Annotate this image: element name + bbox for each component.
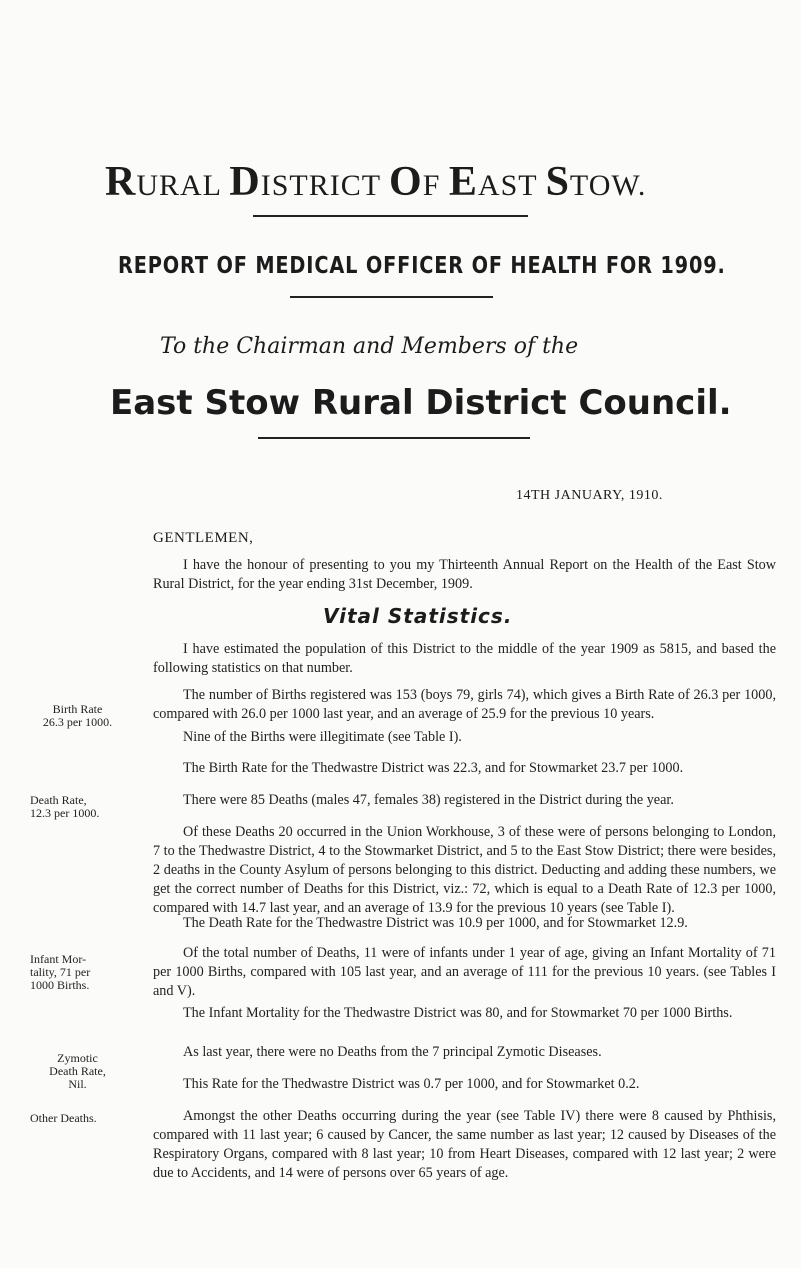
margin-note-line: Birth Rate [52,702,103,716]
margin-note-line: 1000 Births. [30,978,90,992]
birth-rate-comparison: The Birth Rate for the Thedwastre District was 22.3, and for Stowmarket 23.7 per 1000. [183,760,684,776]
margin-note-line: Other Deaths. [30,1111,97,1125]
other-deaths-paragraph: Amongst the other Deaths occurring during the year (see Table IV) there were 8 caused by Phthisis, compared with 11 last year; 6 caused by Cancer, the same number as last year; 12 caused by Diseases of the Respiratory Organs, compared with 8 last year; 10 from Heart Diseases, compared with 12 last year; 2 were due to Accidents, and 14 were of persons over 65 years of age. [153,1108,776,1181]
illegitimate-paragraph: Nine of the Births were illegitimate (see Table I). [183,729,462,745]
district-title: RURAL DISTRICT OF EAST STOW. [105,159,647,205]
zymotic-comparison: This Rate for the Thedwastre District was 0.7 per 1000, and for Stowmarket 0.2. [183,1076,640,1092]
intro-paragraph: I have the honour of presenting to you my Thirteenth Annual Report on the Health of the East Stow Rural District, for the year ending 31st December, 1909. [153,557,776,592]
margin-note-line: 12.3 per 1000. [30,806,100,820]
margin-note-other-deaths [30,1112,125,1125]
title-divider [253,215,528,217]
margin-note-infant-mortality [30,953,125,992]
deaths-paragraph: There were 85 Deaths (males 47, females 38) registered in the District during the year. [183,792,674,808]
death-rate-comparison: The Death Rate for the Thedwastre District was 10.9 per 1000, and for Stowmarket 12.9. [183,915,688,931]
section-heading-vital-statistics: Vital Statistics. [323,604,513,628]
margin-note-zymotic [30,1052,125,1091]
deaths-detail-paragraph: Of these Deaths 20 occurred in the Union Workhouse, 3 of these were of persons belonging to London, 7 to the Thedwastre District, 4 to the Stowmarket District, and 5 to the East Stow District; there were besides, 2 deaths in the County Asylum of persons belonging to this district. Deducting and adding these numbers, we get the correct number of Deaths for this District, viz.: 72, which is equal to a Death Rate of 12.3 per 1000, compared with 14.7 last year, and an average of 13.9 for the previous 10 years (see Table I). [153,824,776,916]
greeting: GENTLEMEN, [153,530,254,546]
margin-note-birth-rate [30,703,125,729]
infant-mortality-comparison: The Infant Mortality for the Thedwastre District was 80, and for Stowmarket 70 per 1000 Births. [183,1005,733,1021]
heading-divider [290,296,493,298]
margin-note-line: tality, 71 per [30,965,91,979]
margin-note-line: 26.3 per 1000. [42,715,113,729]
report-heading: REPORT OF MEDICAL OFFICER OF HEALTH FOR 1909. [118,253,726,279]
margin-note-death-rate [30,794,125,820]
births-paragraph: The number of Births registered was 153 (boys 79, girls 74), which gives a Birth Rate of 26.3 per 1000, compared with 26.0 per 1000 last year, and an average of 25.9 for the previous 10 years. [153,687,776,722]
margin-note-line: Zymotic [57,1051,98,1065]
margin-note-line: Death Rate, [49,1064,106,1078]
margin-note-line: Nil. [68,1077,87,1091]
population-paragraph: I have estimated the population of this District to the middle of the year 1909 as 5815, and based the following statistics on that number. [153,641,776,676]
letter-date: 14TH JANUARY, 1910. [516,488,663,503]
council-name: East Stow Rural District Council. [110,383,732,423]
salutation-line: To the Chairman and Members of the [160,334,579,359]
margin-note-line: Infant Mor- [30,952,87,966]
council-divider [258,437,530,439]
zymotic-paragraph: As last year, there were no Deaths from the 7 principal Zymotic Diseases. [183,1044,602,1060]
margin-note-line: Death Rate, [30,793,87,807]
infant-mortality-paragraph: Of the total number of Deaths, 11 were of infants under 1 year of age, giving an Infant Mortality of 71 per 1000 Births, compared with 105 last year, and an average of 111 for the previous 10 years. (see Tables I and V). [153,945,776,999]
